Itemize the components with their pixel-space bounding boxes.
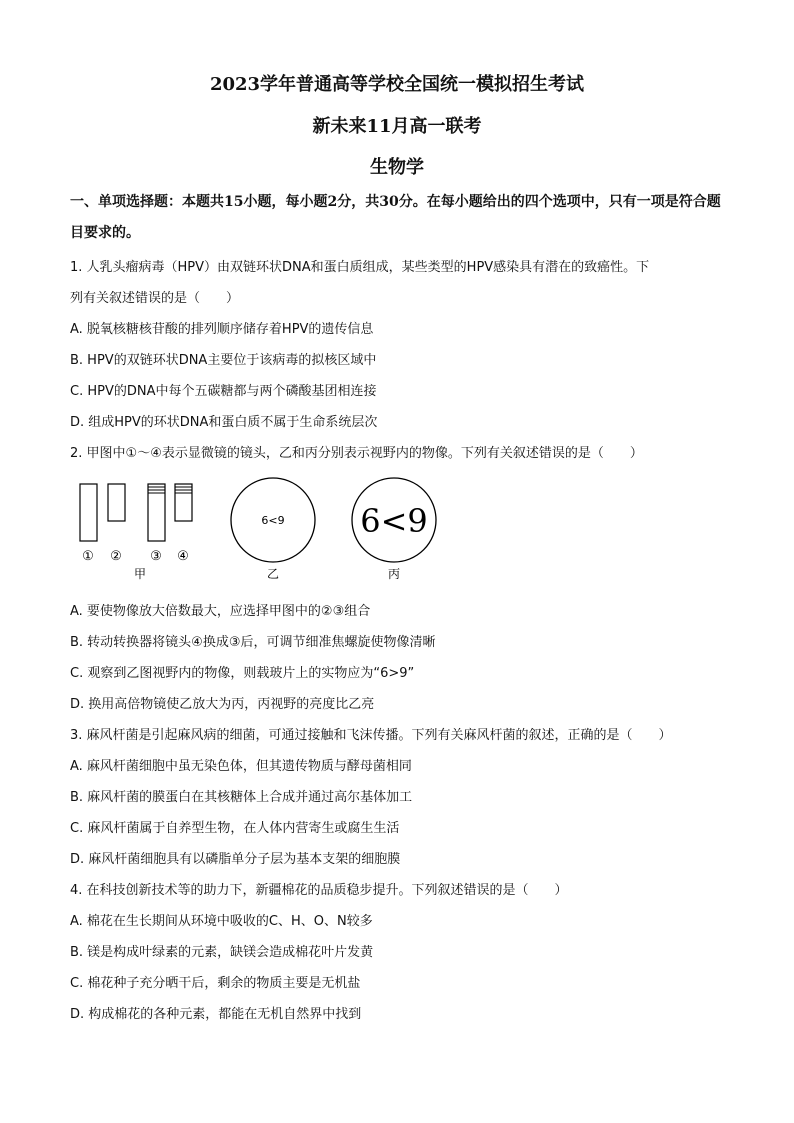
question-2-option-b: B. 转动转换器将镜头④换成③后，可调节细准焦螺旋使物像清晰: [70, 635, 436, 650]
question-3-option-d: D. 麻风杆菌细胞具有以磷脂单分子层为基本支架的细胞膜: [70, 852, 401, 867]
question-1-stem-line-1: 1. 人乳头瘤病毒（HPV）由双链环状DNA和蛋白质组成，某些类型的HPV感染具有潜在的致癌性。下: [70, 260, 650, 275]
microscope-figure: [70, 472, 470, 584]
lens-3-label: ③: [150, 549, 162, 564]
exam-subtitle: 新未来11月高一联考: [312, 116, 482, 137]
question-4-option-a: A. 棉花在生长期间从环境中吸收的C、H、O、N较多: [70, 914, 373, 929]
microscope-figure-svg: [70, 472, 470, 584]
question-1-option-a: A. 脱氧核糖核苷酸的排列顺序储存着HPV的遗传信息: [70, 322, 374, 337]
lens-3-icon: [148, 484, 165, 541]
lens-2-label: ②: [110, 549, 122, 564]
question-3-option-b: B. 麻风杆菌的膜蛋白在其核糖体上合成并通过高尔基体加工: [70, 790, 413, 805]
question-3-option-c: C. 麻风杆菌属于自养型生物，在人体内营寄生或腐生生活: [70, 821, 400, 836]
yi-label: 乙: [266, 567, 280, 581]
question-2-option-c: C. 观察到乙图视野内的物像，则载玻片上的实物应为“6>9”: [70, 666, 415, 681]
question-2-option-d: D. 换用高倍物镜使乙放大为丙，丙视野的亮度比乙亮: [70, 697, 375, 712]
question-2-stem: 2. 甲图中①～④表示显微镜的镜头，乙和丙分别表示视野内的物像。下列有关叙述错误的是（ ）: [70, 446, 643, 461]
question-1-stem-line-2: 列有关叙述错误的是（ ）: [70, 291, 240, 306]
question-4-option-c: C. 棉花种子充分晒干后，剩余的物质主要是无机盐: [70, 976, 361, 991]
section-heading: 一、单项选择题：本题共15小题，每小题2分，共30分。在每小题给出的四个选项中，只有一项是符合题目要求的。: [70, 194, 721, 241]
question-4-stem: 4. 在科技创新技术等的助力下，新疆棉花的品质稳步提升。下列叙述错误的是（ ）: [70, 883, 568, 898]
question-3-option-a: A. 麻风杆菌细胞中虽无染色体，但其遗传物质与酵母菌相同: [70, 759, 412, 774]
lens-1-icon: [80, 484, 97, 541]
question-1-option-b: B. HPV的双链环状DNA主要位于该病毒的拟核区域中: [70, 353, 377, 368]
question-1-option-d: D. 组成HPV的环状DNA和蛋白质不属于生命系统层次: [70, 415, 378, 430]
field-yi-text: 6<9: [261, 514, 285, 527]
field-bing-text: 6<9: [360, 502, 428, 540]
lens-4-icon: [175, 484, 192, 521]
question-3-stem: 3. 麻风杆菌是引起麻风病的细菌，可通过接触和飞沫传播。下列有关麻风杆菌的叙述，正确的是（ ）: [70, 728, 672, 743]
jia-label: 甲: [133, 567, 147, 581]
bing-label: 丙: [387, 567, 401, 581]
lens-2-icon: [108, 484, 125, 521]
question-4-option-b: B. 镁是构成叶绿素的元素，缺镁会造成棉花叶片发黄: [70, 945, 374, 960]
lens-4-label: ④: [177, 549, 189, 564]
subject-title: 生物学: [370, 157, 424, 178]
exam-title: 2023学年普通高等学校全国统一模拟招生考试: [209, 74, 585, 95]
question-1-option-c: C. HPV的DNA中每个五碳糖都与两个磷酸基团相连接: [70, 384, 377, 399]
lens-1-label: ①: [82, 549, 94, 564]
question-2-option-a: A. 要使物像放大倍数最大，应选择甲图中的②③组合: [70, 604, 371, 619]
question-4-option-d: D. 构成棉花的各种元素，都能在无机自然界中找到: [70, 1007, 362, 1022]
